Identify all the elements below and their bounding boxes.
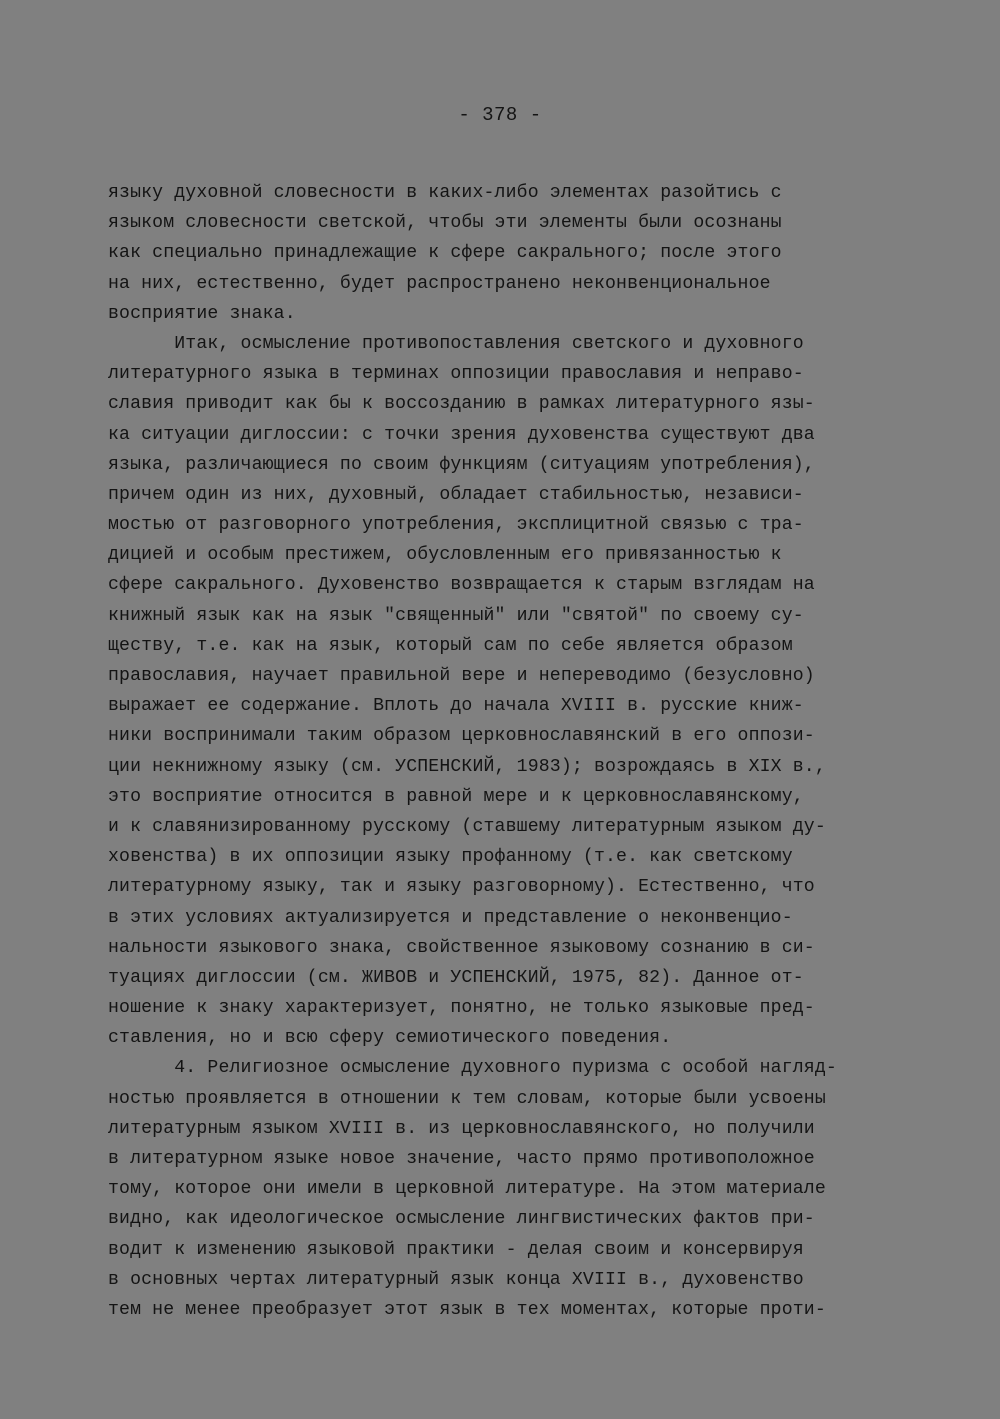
text-line: литературному языку, так и языку разговорному). Естественно, что <box>108 876 815 898</box>
text-line: мостью от разговорного употребления, эксплицитной связью с тра- <box>108 514 804 536</box>
page-number: - 378 - <box>458 104 542 126</box>
text-line: языку духовной словесности в каких-либо элементах разойтись с <box>108 182 782 203</box>
text-line: водит к изменению языковой практики - делая своим и консервируя <box>108 1238 804 1260</box>
text-line: как специально принадлежащие к сфере сакрального; после этого <box>108 242 782 264</box>
text-line: ции некнижному языку (см. УСПЕНСКИЙ, 1983); возрождаясь в XIX в., <box>108 755 826 777</box>
text-line: причем один из них, духовный, обладает стабильностью, независи- <box>108 483 804 505</box>
text-line: в этих условиях актуализируется и представление о неконвенцио- <box>108 906 793 928</box>
text-line: это восприятие относится в равной мере и к церковнославянскому, <box>108 785 804 807</box>
text-line: ники воспринимали таким образом церковнославянский в его оппози- <box>108 725 815 747</box>
text-line: тому, которое они имели в церковной литературе. На этом материале <box>108 1178 826 1200</box>
text-line: тем не менее преобразует этот язык в тех моментах, которые проти- <box>108 1298 826 1320</box>
text-line: Итак, осмысление противопоставления светского и духовного <box>108 332 804 354</box>
text-line: в литературном языке новое значение, часто прямо противоположное <box>108 1148 815 1169</box>
text-line: ществу, т.е. как на язык, который сам по себе является образом <box>108 634 793 656</box>
text-line: книжный язык как на язык "священный" или "святой" по своему су- <box>108 604 804 626</box>
text-line: православия, научает правильной вере и непереводимо (безусловно) <box>108 665 815 686</box>
text-line: в основных чертах литературный язык конца XVIII в., духовенство <box>108 1268 804 1290</box>
text-line: ностью проявляется в отношении к тем словам, которые были усвоены <box>108 1087 826 1109</box>
text-line: и к славянизированному русскому (ставшему литературным языком ду- <box>108 815 826 837</box>
text-line: на них, естественно, будет распространено неконвенциональное <box>108 272 771 294</box>
text-line: дицией и особым престижем, обусловленным его привязанностью к <box>108 544 782 566</box>
text-line: литературного языка в терминах оппозиции православия и неправо- <box>108 363 804 385</box>
text-line: туациях диглоссии (см. ЖИВОВ и УСПЕНСКИЙ, 1975, 82). Данное от- <box>108 966 804 988</box>
text-line: выражает ее содержание. Вплоть до начала XVIII в. русские книж- <box>108 695 804 717</box>
text-line: нальности языкового знака, свойственное языковому сознанию в си- <box>108 936 815 958</box>
text-line: ка ситуации диглоссии: с точки зрения духовенства существуют два <box>108 423 815 445</box>
text-line: славия приводит как бы к воссозданию в рамках литературного язы- <box>108 393 815 415</box>
text-line: языка, различающиеся по своим функциям (ситуациям употребления), <box>108 453 815 475</box>
text-line: 4. Религиозное осмысление духовного пуризма с особой нагляд- <box>108 1057 837 1079</box>
text-line: языком словесности светской, чтобы эти элементы были осознаны <box>108 212 782 234</box>
text-line: ношение к знаку характеризует, понятно, не только языковые пред- <box>108 997 815 1019</box>
body-text <box>108 178 898 1325</box>
text-line: восприятие знака. <box>108 302 296 324</box>
text-line: литературным языком XVIII в. из церковнославянского, но получили <box>108 1117 815 1139</box>
text-line: сфере сакрального. Духовенство возвращается к старым взглядам на <box>108 574 815 596</box>
text-line: ховенства) в их оппозиции языку профанному (т.е. как светскому <box>108 846 793 868</box>
text-line: ставления, но и всю сферу семиотического поведения. <box>108 1027 672 1049</box>
text-line: видно, как идеологическое осмысление лингвистических фактов при- <box>108 1208 815 1230</box>
